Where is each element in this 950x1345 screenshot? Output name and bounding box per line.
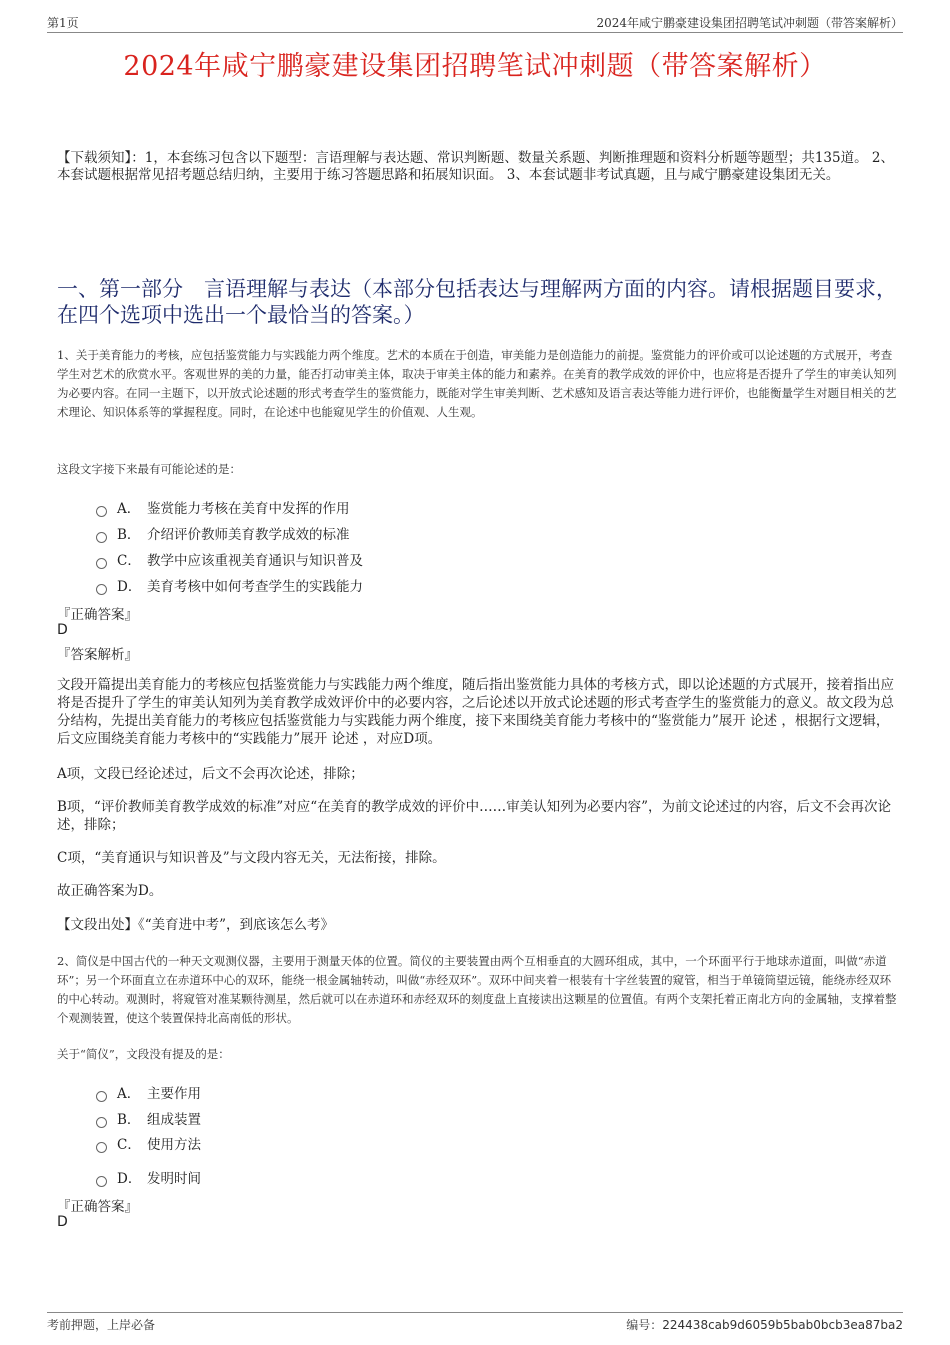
page-footer [47,1312,903,1332]
radio-icon[interactable] [96,506,107,517]
radio-icon[interactable] [96,532,107,543]
question-2-text: 2、简仪是中国古代的一种天文观测仪器，主要用于测量天体的位置。简仪的主要装置由两个互相垂直的大圆环组成，其中，一个环面平行于地球赤道面，叫做“赤道环”；另一个环面直立在赤道环中心的双环，能绕一根金属轴转动，叫做“赤经双环”。双环中间夹着一根装有十字丝装置的窥管，相当于单镜筒望远镜，能绕赤经双环的中心转动。观测时，将窥管对准某颗待测星，然后就可以在赤道环和赤经双环的刻度盘上直接读出这颗星的位置值。有两个支架托着正南北方向的金属轴，支撑着整个观测装置，使这个装置保持北高南低的形状。 [57,954,897,1025]
page-header [47,12,903,33]
question-1-analysis-main: 文段开篇提出美育能力的考核应包括鉴赏能力与实践能力两个维度，随后指出鉴赏能力具体的考核方式，即以论述题的方式展开，接着指出应将是否提升了学生的审美认知列为美育教学成效评价中的必要内容，之后论述以开放式论述题的形式考查学生的鉴赏能力的意义。故文段为总分结构，先提出美育能力的考核应包括鉴赏能力与实践能力两个维度，接下来围绕美育能力考核中的“鉴赏能力”展开 论述 ，根据行文逻辑，后文应围绕美育能力考核中的“实践能力”展开 论述 ，对应D项。 [57,677,894,747]
question-2-option-b[interactable]: B． 组成装置 [96,1108,201,1128]
question-1-answer-label: 『正确答案』 [57,607,138,623]
question-2-answer-label: 『正确答案』 [57,1199,138,1215]
question-2-prompt: 关于“简仪”，文段没有提及的是： [57,1047,230,1061]
question-1-analysis-conclusion: 故正确答案为D。 [57,883,163,899]
question-1-option-b[interactable]: B． 介绍评价教师美育教学成效的标准 [96,523,350,543]
page-number: 第1页 [47,16,79,30]
radio-icon[interactable] [96,1142,107,1153]
radio-icon[interactable] [96,1176,107,1187]
question-1-analysis-c: C项，“美育通识与知识普及”与文段内容无关，无法衔接，排除。 [57,850,446,866]
question-1-answer: D [57,622,68,638]
question-2-option-c[interactable]: C． 使用方法 [96,1133,201,1153]
radio-icon[interactable] [96,558,107,569]
question-1-option-d[interactable]: D． 美育考核中如何考查学生的实践能力 [96,575,363,595]
question-1-prompt: 这段文字接下来最有可能论述的是： [57,462,241,476]
footer-serial: 编号：224438cab9d6059b5bab0bcb3ea87ba2 [626,1318,903,1332]
question-1-text: 1、关于美育能力的考核，应包括鉴赏能力与实践能力两个维度。艺术的本质在于创造，审美能力是创造能力的前提。鉴赏能力的评价或可以论述题的方式展开，考查学生对艺术的欣赏水平。客观世界的美的力量，能否打动审美主体，取决于审美主体的能力和素养。在美育的教学成效的评价中，也应将是否提升了学生的审美认知列为必要内容。在同一主题下，以开放式论述题的形式考查学生的鉴赏能力，既能对学生审美判断、艺术感知及语言表达等能力进行评价，也能衡量学生对题目相关的艺术理论、知识体系等的掌握程度。同时，在论述中也能窥见学生的价值观、人生观。 [57,348,897,419]
question-2-answer: D [57,1214,68,1230]
document-title: 2024年咸宁鹏豪建设集团招聘笔试冲刺题（带答案解析） [123,51,827,82]
footer-slogan: 考前押题，上岸必备 [47,1318,156,1332]
question-1-analysis-a: A项，文段已经论述过，后文不会再次论述，排除； [57,766,364,782]
download-notice: 【下载须知】：1，本套练习包含以下题型：言语理解与表达题、常识判断题、数量关系题、判断推理题和资料分析题等题型；共135道。 2、本套试题根据常见招考题总结归纳，主要用于练习答题思路和拓展知识面。 3、本套试题非考试真题，且与咸宁鹏豪建设集团无关。 [57,150,894,183]
header-title: 2024年咸宁鹏豪建设集团招聘笔试冲刺题（带答案解析） [596,16,903,30]
radio-icon[interactable] [96,584,107,595]
question-1-option-a[interactable]: A． 鉴赏能力考核在美育中发挥的作用 [96,497,350,517]
question-2-option-d[interactable]: D． 发明时间 [96,1167,201,1187]
section-heading: 一、第一部分 言语理解与表达（本部分包括表达与理解两方面的内容。请根据题目要求，在四个选项中选出一个最恰当的答案。） [57,277,897,327]
question-1-analysis-b: B项，“评价教师美育教学成效的标准”对应“在美育的教学成效的评价中……审美认知列为必要内容”，为前文论述过的内容，后文不会再次论述，排除； [57,799,892,833]
question-1-analysis-label: 『答案解析』 [57,647,138,663]
question-1-option-c[interactable]: C． 教学中应该重视美育通识与知识普及 [96,549,363,569]
question-1-source: 【文段出处】《“美育进中考”，到底该怎么考》 [57,917,335,933]
radio-icon[interactable] [96,1091,107,1102]
question-2-option-a[interactable]: A． 主要作用 [96,1082,201,1102]
radio-icon[interactable] [96,1117,107,1128]
